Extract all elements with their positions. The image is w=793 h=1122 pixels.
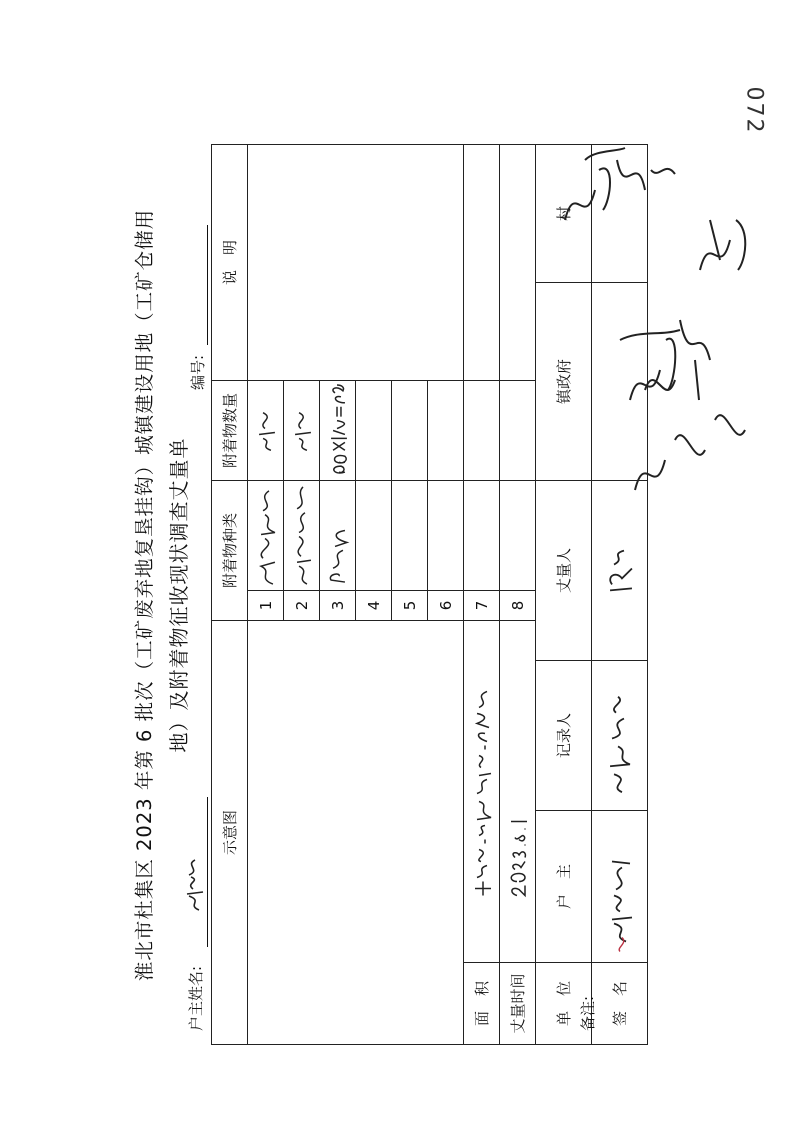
village-label: 村 [536,144,592,282]
item-qty [320,380,356,480]
item-qty [500,380,536,480]
item-number: 4 [356,590,392,620]
item-qty-header: 附着物数量 [212,380,248,480]
item-type-handwriting [251,481,281,590]
owner-signature [592,811,648,963]
survey-form-sheet [127,145,667,1045]
area-value [464,620,500,962]
owner-label: 户 主 [536,811,592,963]
item-type [500,480,536,590]
note-cell [464,144,500,380]
item-number: 1 [248,590,284,620]
survey-time-handwriting [503,621,533,962]
sketch-area [248,620,464,1044]
town-gov-label: 镇政府 [536,282,592,480]
area-handwriting [467,621,497,962]
owner-signature-handwriting [592,811,647,962]
surveyor-label: 丈量人 [536,480,592,660]
form-title-line1: 淮北市杜集区 2023 年第 6 批次（工矿废弃地复垦挂钩）城镇建设用地（工矿仓储用 [133,208,156,982]
item-type-header: 附着物种类 [212,480,248,620]
item-number: 7 [464,590,500,620]
item-number: 3 [320,590,356,620]
unit-label: 单 位 [536,963,592,1045]
item-qty-handwriting [251,381,281,480]
item-number: 2 [284,590,320,620]
item-qty [284,380,320,480]
item-qty [392,380,428,480]
item-type [428,480,464,590]
item-type [284,480,320,590]
item-qty [464,380,500,480]
area-label: 面 积 [464,963,500,1045]
item-type-handwriting [323,481,353,590]
note-cell [500,144,536,380]
item-qty-handwriting [323,381,353,480]
item-qty-handwriting [287,381,317,480]
page-number: 072 [741,86,767,135]
item-type [392,480,428,590]
survey-time-row [500,144,536,1044]
survey-table [211,144,648,1045]
item-row [248,144,284,1044]
remark-label: 备注: [579,995,597,1031]
item-number: 8 [500,590,536,620]
recorder-signature [592,661,648,811]
owner-name-underline [207,797,208,947]
header-row [212,144,248,1044]
item-type [464,480,500,590]
item-type [356,480,392,590]
area-row [464,144,500,1044]
item-number: 6 [428,590,464,620]
unit-row [536,144,592,1044]
recorder-signature-handwriting [592,661,647,810]
item-qty [428,380,464,480]
item-type [320,480,356,590]
note-header: 说 明 [212,144,248,380]
survey-time-label: 丈量时间 [500,963,536,1045]
sign-label: 签 名 [592,963,648,1045]
number-underline [207,225,208,345]
item-qty [248,380,284,480]
recorder-label: 记录人 [536,661,592,811]
margin-signature-right [690,200,760,290]
owner-name-label: 户主姓名: [187,965,205,1031]
margin-signature-group [615,330,765,510]
margin-signature-top [555,140,685,250]
owner-name-handwriting [179,857,209,913]
number-label: 编号: [189,354,207,390]
item-type-handwriting [287,481,317,590]
sketch-header: 示意图 [212,620,248,1044]
item-number: 5 [392,590,428,620]
note-area [248,144,464,380]
item-qty [356,380,392,480]
item-type [248,480,284,590]
survey-time-value [500,620,536,962]
form-title-line2: 地）及附着物征收现状调查丈量单 [167,437,191,753]
signature-row [592,144,648,1044]
